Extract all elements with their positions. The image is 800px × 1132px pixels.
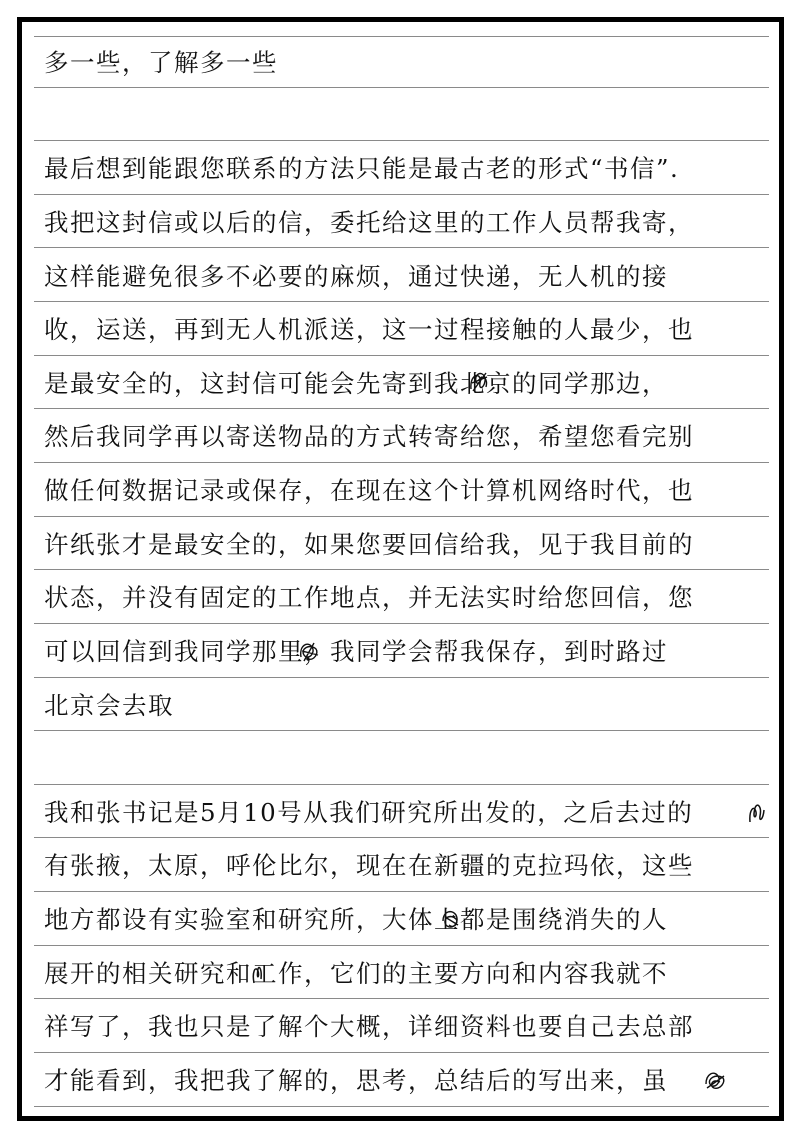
ruled-line — [34, 784, 769, 785]
ruled-line — [34, 516, 769, 517]
letter-line: 才能看到，我把我了解的，思考，总结后的写出来，虽 — [44, 1066, 668, 1095]
ruled-line — [34, 1106, 769, 1107]
letter-line: 做任何数据记录或保存，在现在这个计算机网络时代，也 — [44, 476, 694, 505]
crossed-out-scribble — [468, 369, 490, 395]
crossed-out-scribble — [704, 1068, 726, 1094]
ruled-line — [34, 730, 769, 731]
letter-line: 有张掖，太原，呼伦比尔，现在在新疆的克拉玛依，这些 — [44, 851, 694, 880]
letter-line: 收，运送，再到无人机派送，这一过程接触的人最少，也 — [44, 315, 694, 344]
ruled-line — [34, 1052, 769, 1053]
ruled-line — [34, 945, 769, 946]
letter-line: 多一些，了解多一些 — [44, 48, 278, 77]
letter-line: 地方都设有实验室和研究所，大体上都是围绕消失的人 — [44, 905, 668, 934]
ruled-line — [34, 247, 769, 248]
letter-line: 许纸张才是最安全的，如果您要回信给我，见于我目前的 — [44, 530, 694, 559]
letter-line: 这样能避免很多不必要的麻烦，通过快递，无人机的接 — [44, 262, 668, 291]
crossed-out-scribble — [440, 907, 462, 933]
letter-line: 状态，并没有固定的工作地点，并无法实时给您回信，您 — [44, 583, 694, 612]
ruled-line — [34, 36, 769, 37]
letter-line: 最后想到能跟您联系的方法只能是最古老的形式“书信”. — [44, 154, 680, 183]
ruled-line — [34, 140, 769, 141]
ruled-line — [34, 355, 769, 356]
letter-paper — [17, 17, 784, 1121]
letter-line: 然后我同学再以寄送物品的方式转寄给您，希望您看完别 — [44, 422, 694, 451]
ruled-line — [34, 408, 769, 409]
letter-line: 展开的相关研究和工作，它们的主要方向和内容我就不 — [44, 959, 668, 988]
ruled-line — [34, 623, 769, 624]
crossed-out-scribble — [246, 961, 268, 987]
ruled-line — [34, 194, 769, 195]
ruled-line — [34, 837, 769, 838]
ruled-line — [34, 462, 769, 463]
letter-line: 是最安全的，这封信可能会先寄到我北京的同学那边， — [44, 369, 668, 398]
ruled-line — [34, 891, 769, 892]
letter-line: 我把这封信或以后的信，委托给这里的工作人员帮我寄， — [44, 208, 694, 237]
ruled-line — [34, 569, 769, 570]
letter-line: 祥写了，我也只是了解个大概，详细资料也要自己去总部 — [44, 1012, 694, 1041]
ruled-line — [34, 87, 769, 88]
ruled-line — [34, 677, 769, 678]
crossed-out-scribble — [298, 639, 320, 665]
letter-line: 我和张书记是5月10号从我们研究所出发的，之后去过的 — [44, 798, 694, 827]
ruled-line — [34, 998, 769, 999]
ruled-line — [34, 301, 769, 302]
crossed-out-scribble — [746, 800, 768, 826]
letter-line: 北京会去取 — [44, 691, 174, 720]
letter-line: 可以回信到我同学那里，我同学会帮我保存，到时路过 — [44, 637, 668, 666]
